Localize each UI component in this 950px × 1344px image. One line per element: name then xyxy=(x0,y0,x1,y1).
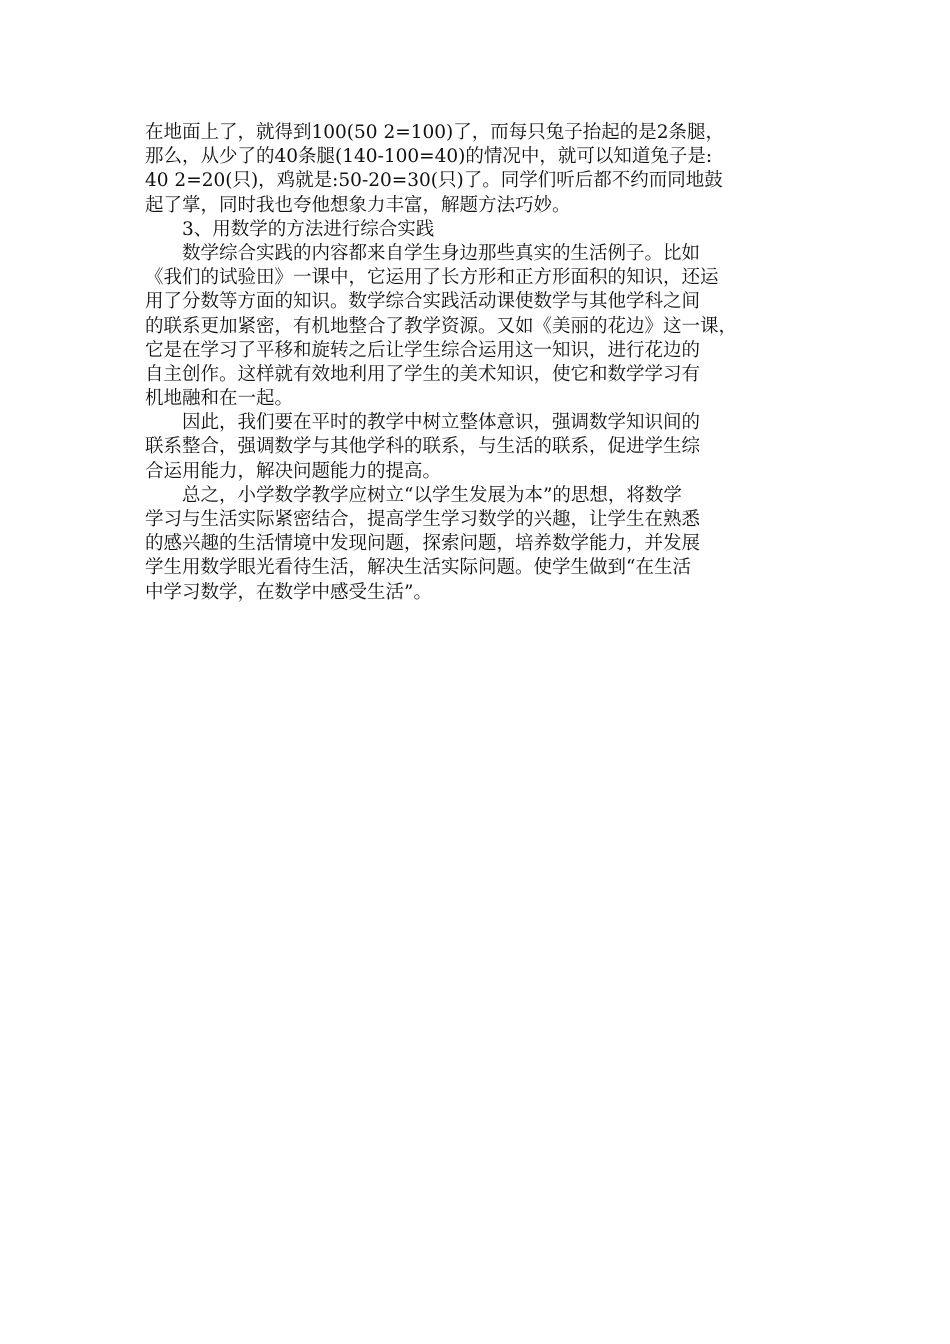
text-line: 合运用能力，解决问题能力的提高。 xyxy=(145,460,442,482)
text-line: 学习与生活实际紧密结合，提高学生学习数学的兴趣，让学生在熟悉 xyxy=(145,509,701,530)
text-line: 学生用数学眼光看待生活，解决生活实际问题。使学生做到“在生活 xyxy=(145,557,691,579)
text-line: 那么，从少了的40条腿(140-100=40)的情况中，就可以知道兔子是: xyxy=(145,146,713,168)
text-line: 《我们的试验田》一课中，它运用了长方形和正方形面积的知识，还运 xyxy=(145,267,719,289)
text-line: 中学习数学，在数学中感受生活”。 xyxy=(145,581,432,603)
section-heading: 3、用数学的方法进行综合实践 xyxy=(145,218,435,240)
text-line: 在地面上了，就得到100(50 2=100)了，而每只兔子抬起的是2条腿， xyxy=(145,122,725,143)
text-line: 机地融和在一起。 xyxy=(145,388,294,410)
text-line: 它是在学习了平移和旋转之后让学生综合运用这一知识，进行花边的 xyxy=(145,339,701,361)
text-line: 联系整合，强调数学与其他学科的联系，与生活的联系，促进学生综 xyxy=(145,436,701,458)
document-body xyxy=(145,121,815,605)
text-line: 的联系更加紧密，有机地整合了教学资源。又如《美丽的花边》这一课， xyxy=(145,315,738,337)
text-line: 的感兴趣的生活情境中发现问题，探索问题，培养数学能力，并发展 xyxy=(145,533,701,555)
text-line: 数学综合实践的内容都来自学生身边那些真实的生活例子。比如 xyxy=(145,242,701,264)
text-line: 总之，小学数学教学应树立“以学生发展为本”的思想，将数学 xyxy=(145,484,682,506)
text-line: 用了分数等方面的知识。数学综合实践活动课使数学与其他学科之间 xyxy=(145,291,701,313)
text-line: 40 2=20(只)，鸡就是:50-20=30(只)了。同学们听后都不约而同地鼓 xyxy=(145,170,723,192)
text-line: 自主创作。这样就有效地利用了学生的美术知识，使它和数学学习有 xyxy=(145,363,701,385)
text-line: 因此，我们要在平时的教学中树立整体意识，强调数学知识间的 xyxy=(145,412,701,434)
text-line: 起了掌，同时我也夸他想象力丰富，解题方法巧妙。 xyxy=(145,194,571,216)
